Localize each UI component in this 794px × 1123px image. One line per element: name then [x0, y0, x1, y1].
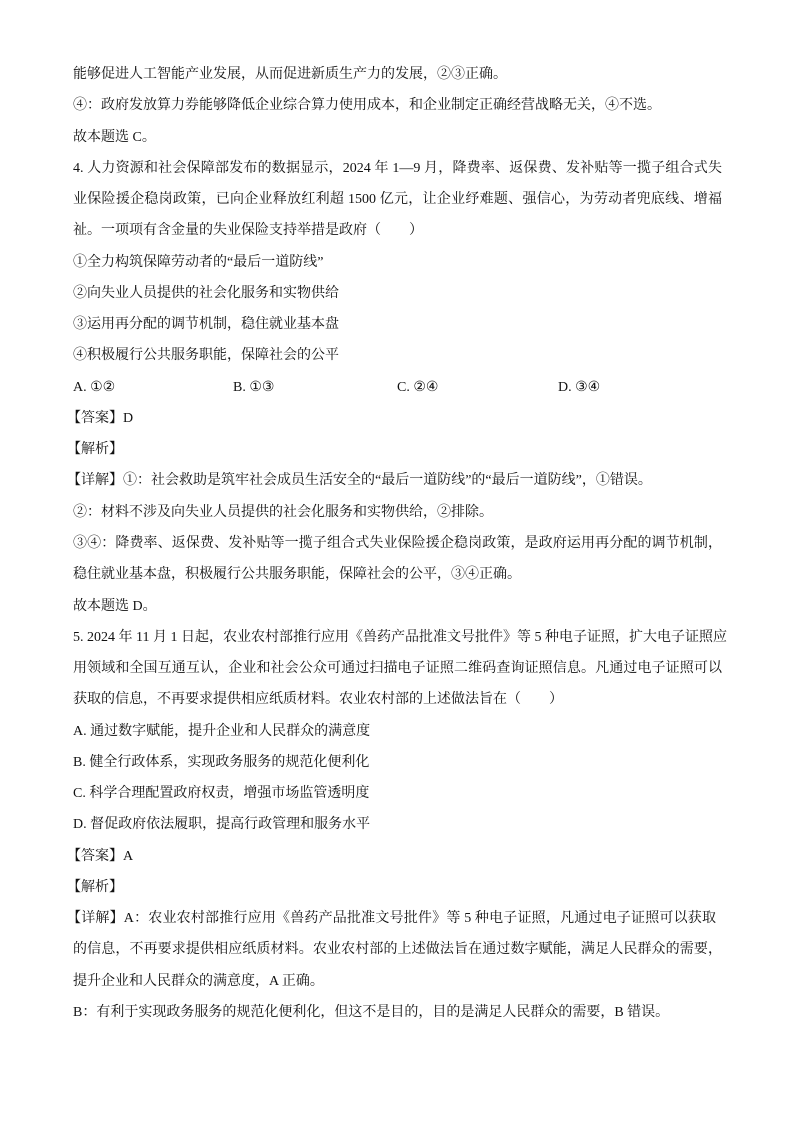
- q5-detail-line-2: 的信息，不再要求提供相应纸质材料。农业农村部的上述做法旨在通过数字赋能，满足人民群众的需要，: [73, 942, 722, 958]
- q4-statement-1: ①全力构筑保障劳动者的“最后一道防线”: [73, 254, 324, 270]
- q4-statement-3: ③运用再分配的调节机制，稳住就业基本盘: [73, 317, 339, 333]
- q5-option-b: B. 健全行政体系，实现政务服务的规范化便利化: [73, 754, 370, 770]
- q5-option-a: A. 通过数字赋能，提升企业和人民群众的满意度: [73, 723, 371, 739]
- prev-conclusion: 故本题选 C。: [73, 129, 156, 145]
- q4-detail-line-2: ②：材料不涉及向失业人员提供的社会化服务和实物供给，②排除。: [73, 504, 493, 520]
- q5-detail-line-4: B：有利于实现政务服务的规范化便利化，但这不是目的，目的是满足人民群众的需要，B 错误。: [73, 1004, 670, 1020]
- q4-option-a: A. ①②: [73, 379, 116, 395]
- q4-option-c: C. ②④: [397, 379, 439, 395]
- q4-option-d: D. ③④: [558, 379, 601, 395]
- q4-analysis-label: 【解析】: [67, 442, 123, 458]
- q5-option-d: D. 督促政府依法履职，提高行政管理和服务水平: [73, 817, 371, 833]
- q5-stem-line-3: 获取的信息，不再要求提供相应纸质材料。农业农村部的上述做法旨在（ ）: [73, 692, 563, 708]
- q4-answer: 【答案】D: [67, 410, 134, 426]
- prev-analysis-line-2: ④：政府发放算力券能够降低企业综合算力使用成本，和企业制定正确经营战略无关，④不选。: [73, 98, 661, 114]
- q4-statement-2: ②向失业人员提供的社会化服务和实物供给: [73, 285, 339, 301]
- page-content: [67, 59, 727, 1028]
- prev-analysis-line-1: 能够促进人工智能产业发展，从而促进新质生产力的发展，②③正确。: [73, 67, 507, 82]
- q4-detail-line-3: ③④：降费率、返保费、发补贴等一揽子组合式失业保险援企稳岗政策，是政府运用再分配的调节机制，: [73, 535, 722, 551]
- q5-option-c: C. 科学合理配置政府权责，增强市场监管透明度: [73, 786, 370, 802]
- q5-detail-line-1: 【详解】A：农业农村部推行应用《兽药产品批准文号批件》等 5 种电子证照，凡通过电子证照可以获取: [67, 911, 716, 927]
- q4-stem-line-1: 4. 人力资源和社会保障部发布的数据显示，2024 年 1—9 月，降费率、返保费、发补贴等一揽子组合式失: [73, 160, 722, 176]
- q4-statement-4: ④积极履行公共服务职能，保障社会的公平: [73, 348, 339, 364]
- q5-analysis-label: 【解析】: [67, 879, 123, 895]
- q5-stem-line-2: 用领域和全国互通互认，企业和社会公众可通过扫描电子证照二维码查询证照信息。凡通过电子证照可以: [73, 661, 722, 677]
- q5-stem-line-1: 5. 2024 年 11 月 1 日起，农业农村部推行应用《兽药产品批准文号批件》等 5 种电子证照，扩大电子证照应: [73, 629, 727, 645]
- q4-stem-line-3: 祉。一项项有含金量的失业保险支持举措是政府（ ）: [73, 223, 423, 239]
- q5-answer: 【答案】A: [67, 848, 134, 864]
- q4-conclusion: 故本题选 D。: [73, 598, 157, 614]
- q4-detail-line-1: 【详解】①：社会救助是筑牢社会成员生活安全的“最后一道防线”的“最后一道防线”，①错误。: [67, 473, 652, 489]
- q5-detail-line-3: 提升企业和人民群众的满意度，A 正确。: [73, 973, 324, 989]
- q4-stem-line-2: 业保险援企稳岗政策，已向企业释放红利超 1500 亿元，让企业纾难题、强信心，为劳动者兜底线、增福: [73, 192, 722, 208]
- q4-option-b: B. ①③: [233, 379, 275, 395]
- q4-detail-line-4: 稳住就业基本盘，积极履行公共服务职能，保障社会的公平，③④正确。: [73, 567, 521, 583]
- q4-options-row: [73, 372, 722, 403]
